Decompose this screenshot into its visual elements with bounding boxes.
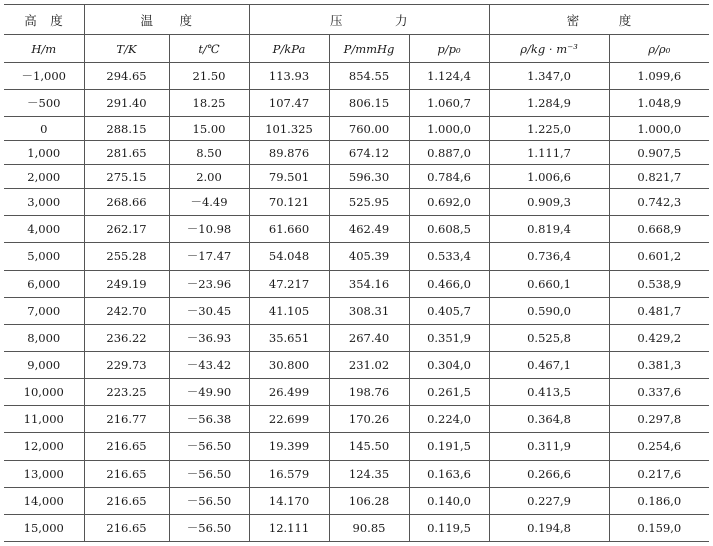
density-cell: 0.660,1 [489,270,609,297]
table-row [4,406,709,433]
mmhg-cell: 90.85 [329,514,409,541]
density-ratio-cell: 1.099,6 [609,63,709,90]
table-body [4,63,709,542]
density-cell: 0.909,3 [489,189,609,216]
density-cell: 0.736,4 [489,243,609,270]
mmhg-cell: 525.95 [329,189,409,216]
altitude-cell: 8,000 [4,324,84,351]
mmhg-cell: 760.00 [329,117,409,141]
pressure-ratio-cell: 0.191,5 [409,433,489,460]
density-cell: 0.364,8 [489,406,609,433]
density-ratio-cell: 0.601,2 [609,243,709,270]
celsius-cell: －36.93 [169,324,249,351]
kpa-cell: 22.699 [249,406,329,433]
celsius-cell: －23.96 [169,270,249,297]
kpa-cell: 79.501 [249,165,329,189]
table-row [4,63,709,90]
density-ratio-cell: 0.337,6 [609,379,709,406]
mmhg-cell: 170.26 [329,406,409,433]
kpa-cell: 26.499 [249,379,329,406]
density-ratio-cell: 0.538,9 [609,270,709,297]
pressure-ratio-cell: 0.163,6 [409,460,489,487]
kelvin-cell: 268.66 [84,189,169,216]
kpa-cell: 41.105 [249,297,329,324]
mmhg-cell: 124.35 [329,460,409,487]
table-row [4,297,709,324]
pressure-ratio-cell: 0.304,0 [409,351,489,378]
celsius-cell: －56.50 [169,487,249,514]
density-ratio-cell: 1.048,9 [609,90,709,117]
density-ratio-header: ρ/ρ₀ [609,35,709,63]
kpa-cell: 16.579 [249,460,329,487]
celsius-cell: －17.47 [169,243,249,270]
mmhg-unit-header: P/mmHg [329,35,409,63]
kpa-cell: 54.048 [249,243,329,270]
kelvin-cell: 216.65 [84,487,169,514]
altitude-cell: 9,000 [4,351,84,378]
celsius-cell: 2.00 [169,165,249,189]
density-ratio-cell: 0.821,7 [609,165,709,189]
density-cell: 1.111,7 [489,141,609,165]
altitude-cell: 11,000 [4,406,84,433]
mmhg-cell: 405.39 [329,243,409,270]
density-ratio-cell: 0.297,8 [609,406,709,433]
density-cell: 0.266,6 [489,460,609,487]
kpa-cell: 61.660 [249,216,329,243]
pressure-ratio-header: p/p₀ [409,35,489,63]
table-row [4,351,709,378]
altitude-cell: 12,000 [4,433,84,460]
temperature-group-header: 温 度 [84,5,249,35]
table-row [4,141,709,165]
kelvin-cell: 249.19 [84,270,169,297]
table-row [4,270,709,297]
pressure-group-header: 压 力 [249,5,489,35]
table-row [4,514,709,541]
pressure-ratio-cell: 1.000,0 [409,117,489,141]
mmhg-cell: 854.55 [329,63,409,90]
pressure-ratio-cell: 0.692,0 [409,189,489,216]
celsius-cell: －56.38 [169,406,249,433]
kpa-cell: 113.93 [249,63,329,90]
density-cell: 0.413,5 [489,379,609,406]
table-row [4,189,709,216]
density-unit-header: ρ/kg · m⁻³ [489,35,609,63]
group-header-row [4,5,709,35]
pressure-ratio-cell: 0.533,4 [409,243,489,270]
density-ratio-cell: 0.217,6 [609,460,709,487]
table-row [4,90,709,117]
table-row [4,379,709,406]
kpa-unit-header: P/kPa [249,35,329,63]
pressure-ratio-cell: 0.224,0 [409,406,489,433]
kelvin-cell: 242.70 [84,297,169,324]
table-row [4,487,709,514]
density-group-header: 密 度 [489,5,709,35]
density-ratio-cell: 0.742,3 [609,189,709,216]
kpa-cell: 47.217 [249,270,329,297]
density-ratio-cell: 0.907,5 [609,141,709,165]
density-ratio-cell: 0.481,7 [609,297,709,324]
standard-atmosphere-table [4,4,709,542]
mmhg-cell: 674.12 [329,141,409,165]
kpa-cell: 30.800 [249,351,329,378]
celsius-cell: －4.49 [169,189,249,216]
celsius-cell: －43.42 [169,351,249,378]
kelvin-cell: 216.77 [84,406,169,433]
pressure-ratio-cell: 0.784,6 [409,165,489,189]
table-row [4,324,709,351]
kelvin-cell: 229.73 [84,351,169,378]
kelvin-cell: 216.65 [84,514,169,541]
altitude-cell: 3,000 [4,189,84,216]
mmhg-cell: 231.02 [329,351,409,378]
mmhg-cell: 145.50 [329,433,409,460]
altitude-cell: 1,000 [4,141,84,165]
density-cell: 0.227,9 [489,487,609,514]
altitude-group-header: 高 度 [4,5,84,35]
kelvin-cell: 255.28 [84,243,169,270]
density-ratio-cell: 0.429,2 [609,324,709,351]
kpa-cell: 101.325 [249,117,329,141]
density-cell: 0.194,8 [489,514,609,541]
mmhg-cell: 462.49 [329,216,409,243]
kelvin-cell: 281.65 [84,141,169,165]
celsius-cell: －30.45 [169,297,249,324]
celsius-cell: －56.50 [169,460,249,487]
altitude-cell: 2,000 [4,165,84,189]
altitude-unit-header: H/m [4,35,84,63]
kelvin-unit-header: T/K [84,35,169,63]
density-ratio-cell: 1.000,0 [609,117,709,141]
kpa-cell: 12.111 [249,514,329,541]
kpa-cell: 19.399 [249,433,329,460]
pressure-ratio-cell: 0.261,5 [409,379,489,406]
altitude-cell: 4,000 [4,216,84,243]
celsius-unit-header: t/℃ [169,35,249,63]
density-ratio-cell: 0.186,0 [609,487,709,514]
density-ratio-cell: 0.668,9 [609,216,709,243]
kpa-cell: 107.47 [249,90,329,117]
celsius-cell: 18.25 [169,90,249,117]
altitude-cell: 6,000 [4,270,84,297]
mmhg-cell: 354.16 [329,270,409,297]
altitude-cell: 14,000 [4,487,84,514]
pressure-ratio-cell: 1.124,4 [409,63,489,90]
mmhg-cell: 267.40 [329,324,409,351]
table-row [4,243,709,270]
kelvin-cell: 294.65 [84,63,169,90]
density-cell: 1.284,9 [489,90,609,117]
pressure-ratio-cell: 0.351,9 [409,324,489,351]
celsius-cell: －56.50 [169,514,249,541]
altitude-cell: 15,000 [4,514,84,541]
altitude-cell: －500 [4,90,84,117]
altitude-cell: －1,000 [4,63,84,90]
density-cell: 1.347,0 [489,63,609,90]
kelvin-cell: 236.22 [84,324,169,351]
pressure-ratio-cell: 0.608,5 [409,216,489,243]
kelvin-cell: 288.15 [84,117,169,141]
density-cell: 0.590,0 [489,297,609,324]
kelvin-cell: 262.17 [84,216,169,243]
kpa-cell: 35.651 [249,324,329,351]
pressure-ratio-cell: 0.887,0 [409,141,489,165]
celsius-cell: －56.50 [169,433,249,460]
celsius-cell: 21.50 [169,63,249,90]
altitude-cell: 10,000 [4,379,84,406]
unit-header-row [4,35,709,63]
mmhg-cell: 198.76 [329,379,409,406]
table-row [4,165,709,189]
mmhg-cell: 596.30 [329,165,409,189]
kpa-cell: 14.170 [249,487,329,514]
table-row [4,433,709,460]
density-cell: 0.525,8 [489,324,609,351]
mmhg-cell: 308.31 [329,297,409,324]
pressure-ratio-cell: 0.405,7 [409,297,489,324]
altitude-cell: 7,000 [4,297,84,324]
pressure-ratio-cell: 0.466,0 [409,270,489,297]
table-row [4,216,709,243]
celsius-cell: －10.98 [169,216,249,243]
kpa-cell: 89.876 [249,141,329,165]
mmhg-cell: 806.15 [329,90,409,117]
altitude-cell: 0 [4,117,84,141]
table-row [4,117,709,141]
altitude-cell: 13,000 [4,460,84,487]
celsius-cell: 8.50 [169,141,249,165]
density-cell: 1.006,6 [489,165,609,189]
altitude-cell: 5,000 [4,243,84,270]
pressure-ratio-cell: 1.060,7 [409,90,489,117]
kelvin-cell: 216.65 [84,460,169,487]
density-ratio-cell: 0.159,0 [609,514,709,541]
celsius-cell: －49.90 [169,379,249,406]
density-ratio-cell: 0.381,3 [609,351,709,378]
kelvin-cell: 291.40 [84,90,169,117]
pressure-ratio-cell: 0.140,0 [409,487,489,514]
pressure-ratio-cell: 0.119,5 [409,514,489,541]
density-cell: 1.225,0 [489,117,609,141]
density-cell: 0.467,1 [489,351,609,378]
density-cell: 0.819,4 [489,216,609,243]
mmhg-cell: 106.28 [329,487,409,514]
kelvin-cell: 275.15 [84,165,169,189]
kelvin-cell: 216.65 [84,433,169,460]
table-row [4,460,709,487]
density-ratio-cell: 0.254,6 [609,433,709,460]
kelvin-cell: 223.25 [84,379,169,406]
density-cell: 0.311,9 [489,433,609,460]
kpa-cell: 70.121 [249,189,329,216]
celsius-cell: 15.00 [169,117,249,141]
